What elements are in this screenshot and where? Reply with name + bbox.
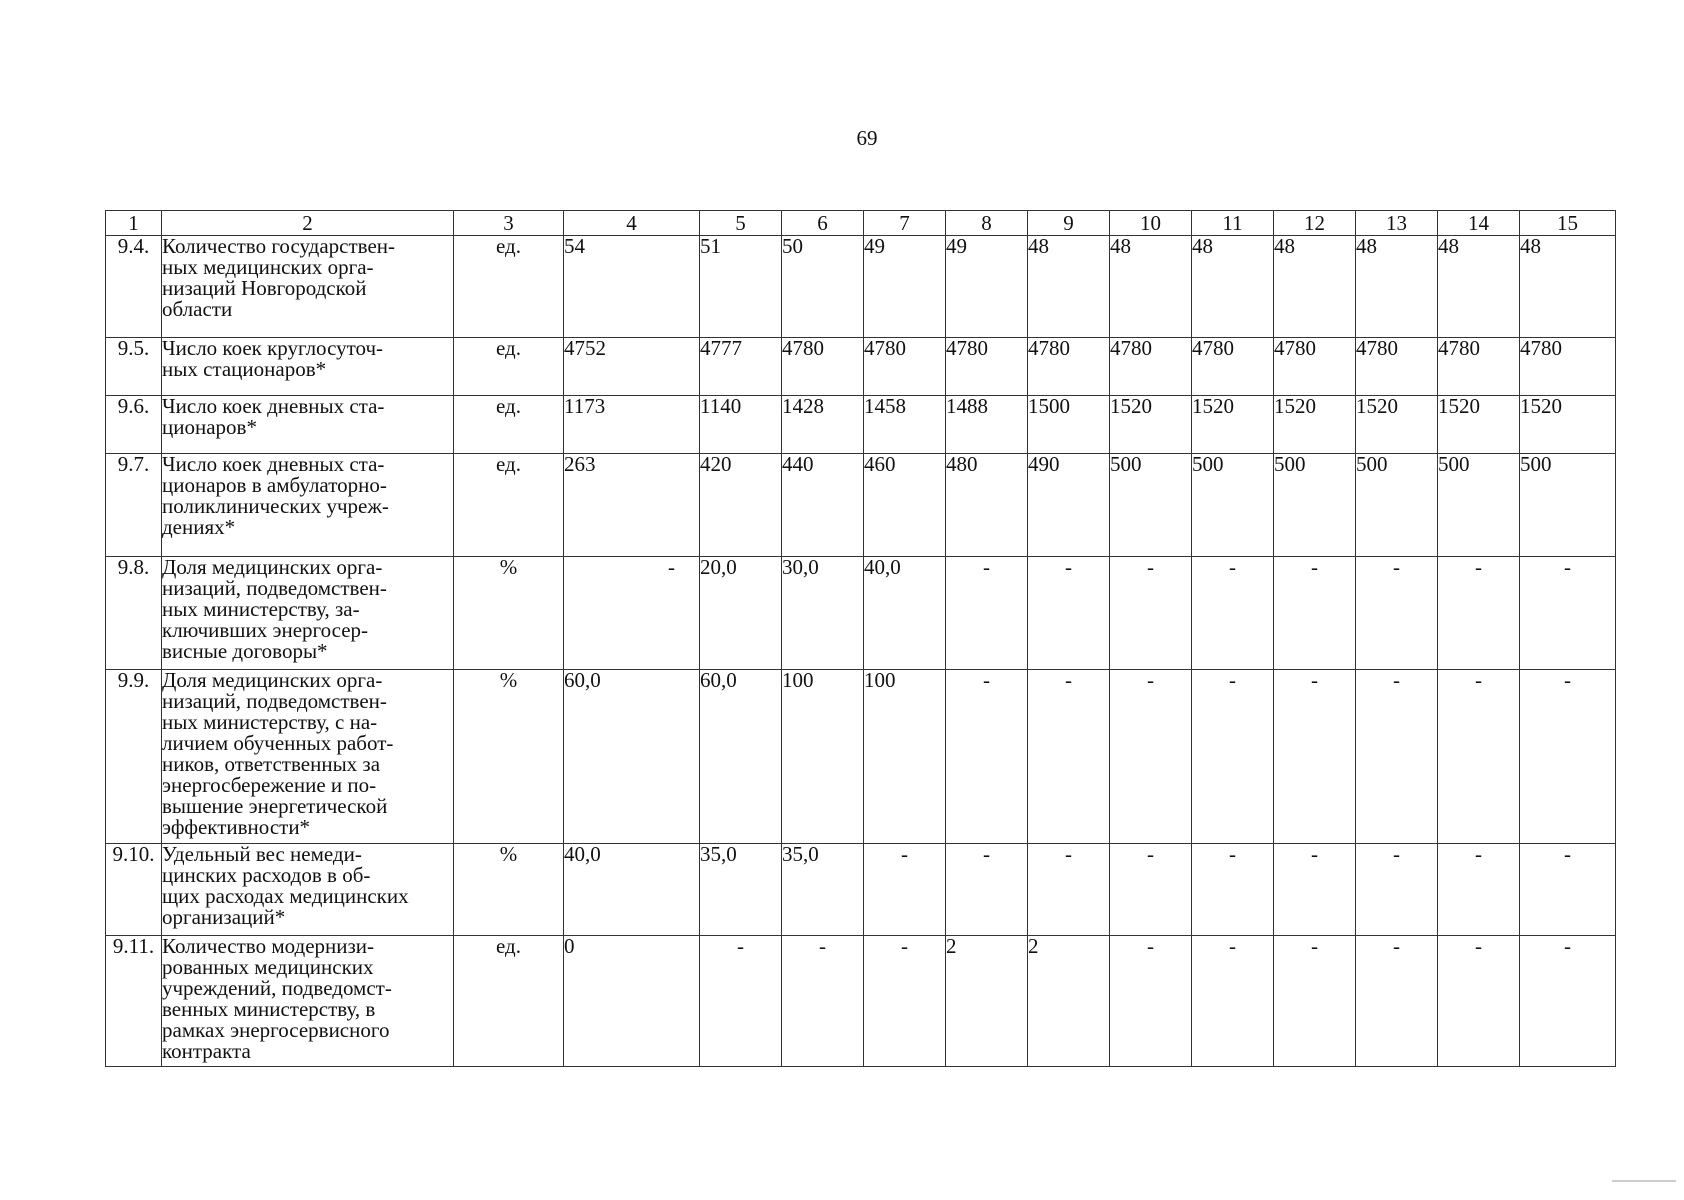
value-cell: 40,0 bbox=[564, 844, 700, 936]
page-number: 69 bbox=[856, 126, 878, 150]
value-cell: 4780 bbox=[1520, 338, 1616, 396]
value-cell: 4780 bbox=[946, 338, 1028, 396]
column-header-14: 14 bbox=[1438, 211, 1520, 236]
value-cell: 1173 bbox=[564, 396, 700, 454]
unit: % bbox=[454, 670, 564, 844]
value-cell: 4780 bbox=[1110, 338, 1192, 396]
value-cell: - bbox=[1356, 670, 1438, 844]
value-cell: 500 bbox=[1520, 454, 1616, 557]
indicator-name: Число коек дневных ста- ционаров* bbox=[162, 396, 454, 454]
value-cell: 35,0 bbox=[782, 844, 864, 936]
value-cell: 500 bbox=[1356, 454, 1438, 557]
value-cell: - bbox=[1192, 844, 1274, 936]
indicator-name: Количество государствен- ных медицинских орга- низаций Новгородской области bbox=[162, 236, 454, 338]
value-cell: 1458 bbox=[864, 396, 946, 454]
indicator-name: Удельный вес немеди- цинских расходов в об- щих расходах медицинских организаций* bbox=[162, 844, 454, 936]
value-cell: - bbox=[1192, 936, 1274, 1067]
value-cell: - bbox=[1356, 557, 1438, 670]
column-header-6: 6 bbox=[782, 211, 864, 236]
table-row bbox=[106, 454, 1616, 557]
value-cell: 4780 bbox=[782, 338, 864, 396]
row-number: 9.5. bbox=[106, 338, 162, 396]
column-header-7: 7 bbox=[864, 211, 946, 236]
value-cell: 48 bbox=[1356, 236, 1438, 338]
value-cell: - bbox=[1438, 844, 1520, 936]
table-row bbox=[106, 670, 1616, 844]
unit: % bbox=[454, 557, 564, 670]
column-header-15: 15 bbox=[1520, 211, 1616, 236]
value-cell: - bbox=[1520, 844, 1616, 936]
value-cell: - bbox=[1110, 936, 1192, 1067]
table-header bbox=[106, 211, 1616, 236]
value-cell: 500 bbox=[1274, 454, 1356, 557]
value-cell: 48 bbox=[1028, 236, 1110, 338]
indicator-name: Количество модернизи- рованных медицинских учреждений, подведомст- венных министерству, в рамках энергосервисного контракта bbox=[162, 936, 454, 1067]
value-cell: 1500 bbox=[1028, 396, 1110, 454]
table-row bbox=[106, 844, 1616, 936]
value-cell: 1520 bbox=[1274, 396, 1356, 454]
value-cell: - bbox=[1520, 670, 1616, 844]
value-cell: 4777 bbox=[700, 338, 782, 396]
value-cell: 1520 bbox=[1110, 396, 1192, 454]
value-cell: 20,0 bbox=[700, 557, 782, 670]
indicator-name: Доля медицинских орга- низаций, подведомствен- ных министерству, с на- личием обученных работ- ников, ответственных за энергосбережение и по- вышение энергетической эффективности* bbox=[162, 670, 454, 844]
value-cell: - bbox=[1110, 670, 1192, 844]
row-number: 9.6. bbox=[106, 396, 162, 454]
column-header-5: 5 bbox=[700, 211, 782, 236]
value-cell: - bbox=[1028, 670, 1110, 844]
unit: ед. bbox=[454, 936, 564, 1067]
value-cell: 48 bbox=[1438, 236, 1520, 338]
value-cell: - bbox=[1520, 557, 1616, 670]
column-header-1: 1 bbox=[106, 211, 162, 236]
row-number: 9.11. bbox=[106, 936, 162, 1067]
value-cell: 4780 bbox=[1356, 338, 1438, 396]
value-cell: - bbox=[782, 936, 864, 1067]
value-cell: 1428 bbox=[782, 396, 864, 454]
header-row bbox=[106, 211, 1616, 236]
row-number: 9.10. bbox=[106, 844, 162, 936]
value-cell: - bbox=[946, 670, 1028, 844]
value-cell: 48 bbox=[1192, 236, 1274, 338]
unit: ед. bbox=[454, 454, 564, 557]
value-cell: - bbox=[864, 844, 946, 936]
value-cell: 440 bbox=[782, 454, 864, 557]
value-cell: - bbox=[1274, 670, 1356, 844]
value-cell: 100 bbox=[864, 670, 946, 844]
value-cell: 1520 bbox=[1438, 396, 1520, 454]
column-header-2: 2 bbox=[162, 211, 454, 236]
value-cell: 4780 bbox=[864, 338, 946, 396]
value-cell: 48 bbox=[1520, 236, 1616, 338]
indicator-name: Число коек дневных ста- ционаров в амбулаторно- поликлинических учреж- дениях* bbox=[162, 454, 454, 557]
column-header-4: 4 bbox=[564, 211, 700, 236]
value-cell: 1520 bbox=[1520, 396, 1616, 454]
column-header-11: 11 bbox=[1192, 211, 1274, 236]
row-number: 9.8. bbox=[106, 557, 162, 670]
value-cell: - bbox=[700, 936, 782, 1067]
value-cell: 4752 bbox=[564, 338, 700, 396]
value-cell: 1520 bbox=[1356, 396, 1438, 454]
table-body bbox=[106, 236, 1616, 1067]
column-header-10: 10 bbox=[1110, 211, 1192, 236]
value-cell: 4780 bbox=[1192, 338, 1274, 396]
row-number: 9.4. bbox=[106, 236, 162, 338]
value-cell: 2 bbox=[1028, 936, 1110, 1067]
indicator-name: Число коек круглосуточ- ных стационаров* bbox=[162, 338, 454, 396]
value-cell: 4780 bbox=[1028, 338, 1110, 396]
value-cell: - bbox=[946, 557, 1028, 670]
value-cell: - bbox=[1110, 844, 1192, 936]
value-cell: 460 bbox=[864, 454, 946, 557]
value-cell: - bbox=[1274, 557, 1356, 670]
value-cell: - bbox=[1356, 844, 1438, 936]
value-cell: 48 bbox=[1110, 236, 1192, 338]
table-row bbox=[106, 557, 1616, 670]
value-cell: 4780 bbox=[1438, 338, 1520, 396]
value-cell: - bbox=[1438, 936, 1520, 1067]
column-header-9: 9 bbox=[1028, 211, 1110, 236]
value-cell: - bbox=[1192, 557, 1274, 670]
value-cell: - bbox=[1438, 670, 1520, 844]
table-row bbox=[106, 936, 1616, 1067]
value-cell: 263 bbox=[564, 454, 700, 557]
value-cell: 60,0 bbox=[564, 670, 700, 844]
value-cell: 60,0 bbox=[700, 670, 782, 844]
unit: % bbox=[454, 844, 564, 936]
value-cell: 40,0 bbox=[864, 557, 946, 670]
value-cell: - bbox=[1028, 557, 1110, 670]
indicators-table bbox=[105, 210, 1616, 1067]
value-cell: - bbox=[1028, 844, 1110, 936]
value-cell: 490 bbox=[1028, 454, 1110, 557]
value-cell: 1520 bbox=[1192, 396, 1274, 454]
value-cell: 35,0 bbox=[700, 844, 782, 936]
indicator-name: Доля медицинских орга- низаций, подведомствен- ных министерству, за- ключивших энергосер- висные договоры* bbox=[162, 557, 454, 670]
row-number: 9.9. bbox=[106, 670, 162, 844]
table-row bbox=[106, 236, 1616, 338]
value-cell: 48 bbox=[1274, 236, 1356, 338]
value-cell: 500 bbox=[1192, 454, 1274, 557]
column-header-13: 13 bbox=[1356, 211, 1438, 236]
value-cell: - bbox=[864, 936, 946, 1067]
value-cell: - bbox=[1192, 670, 1274, 844]
value-cell: - bbox=[1520, 936, 1616, 1067]
scan-mark bbox=[1612, 1180, 1676, 1182]
column-header-8: 8 bbox=[946, 211, 1028, 236]
value-cell: 49 bbox=[946, 236, 1028, 338]
value-cell: 480 bbox=[946, 454, 1028, 557]
value-cell: 420 bbox=[700, 454, 782, 557]
value-cell: 54 bbox=[564, 236, 700, 338]
value-cell: - bbox=[1110, 557, 1192, 670]
row-number: 9.7. bbox=[106, 454, 162, 557]
value-cell: 0 bbox=[564, 936, 700, 1067]
value-cell: 50 bbox=[782, 236, 864, 338]
value-cell: 2 bbox=[946, 936, 1028, 1067]
value-cell: 1140 bbox=[700, 396, 782, 454]
value-cell: - bbox=[564, 557, 700, 670]
unit: ед. bbox=[454, 396, 564, 454]
value-cell: - bbox=[1356, 936, 1438, 1067]
column-header-12: 12 bbox=[1274, 211, 1356, 236]
value-cell: - bbox=[1274, 936, 1356, 1067]
value-cell: - bbox=[1438, 557, 1520, 670]
table-row bbox=[106, 338, 1616, 396]
value-cell: 49 bbox=[864, 236, 946, 338]
value-cell: - bbox=[1274, 844, 1356, 936]
value-cell: 4780 bbox=[1274, 338, 1356, 396]
value-cell: 51 bbox=[700, 236, 782, 338]
value-cell: 1488 bbox=[946, 396, 1028, 454]
table-row bbox=[106, 396, 1616, 454]
value-cell: 30,0 bbox=[782, 557, 864, 670]
unit: ед. bbox=[454, 338, 564, 396]
value-cell: - bbox=[946, 844, 1028, 936]
unit: ед. bbox=[454, 236, 564, 338]
value-cell: 100 bbox=[782, 670, 864, 844]
value-cell: 500 bbox=[1438, 454, 1520, 557]
column-header-3: 3 bbox=[454, 211, 564, 236]
value-cell: 500 bbox=[1110, 454, 1192, 557]
